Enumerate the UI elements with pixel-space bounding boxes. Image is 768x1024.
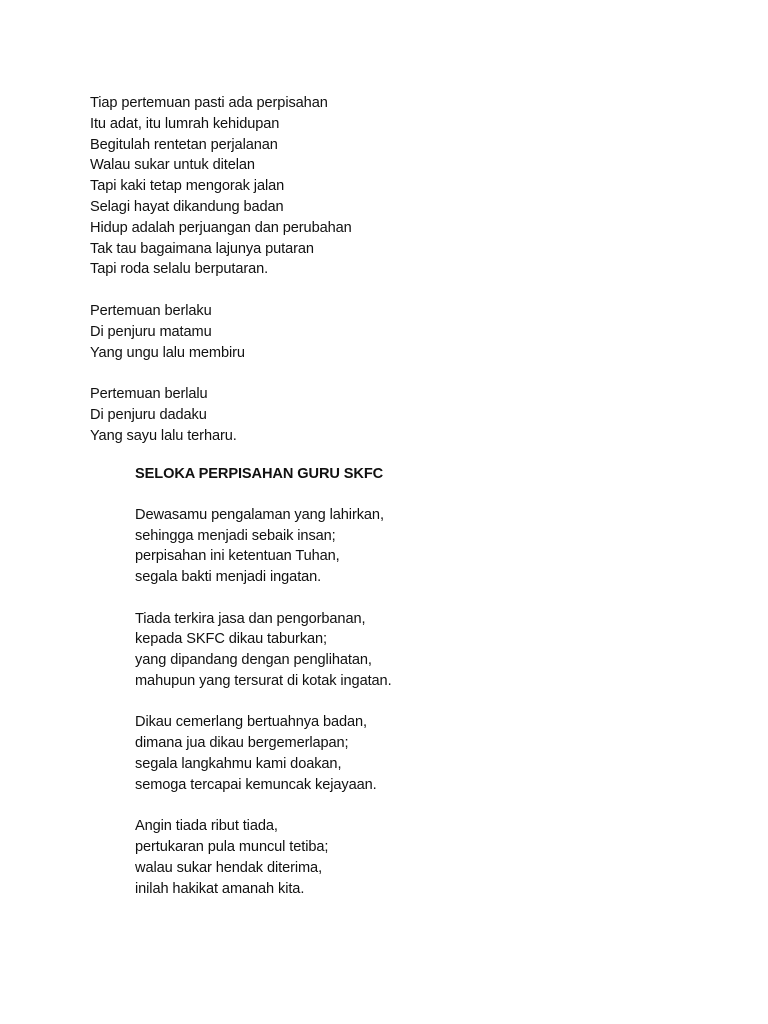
poem-line: Tapi kaki tetap mengorak jalan — [90, 178, 285, 195]
seloka-line: pertukaran pula muncul tetiba; — [135, 838, 329, 855]
poem-line: Walau sukar untuk ditelan — [90, 157, 255, 174]
seloka — [135, 464, 695, 920]
seloka-stanza — [135, 712, 695, 795]
poem-stanza — [90, 301, 690, 363]
poem-line: Yang sayu lalu terharu. — [90, 427, 237, 444]
poem — [90, 93, 690, 467]
poem-line: Begitulah rentetan perjalanan — [90, 136, 278, 153]
seloka-line: Tiada terkira jasa dan pengorbanan, — [135, 610, 366, 627]
seloka-stanza — [135, 816, 695, 899]
poem-line: Hidup adalah perjuangan dan perubahan — [90, 219, 352, 236]
seloka-line: Dikau cemerlang bertuahnya badan, — [135, 714, 367, 731]
poem-line: Yang ungu lalu membiru — [90, 344, 245, 361]
seloka-line: Dewasamu pengalaman yang lahirkan, — [135, 506, 384, 523]
seloka-line: segala bakti menjadi ingatan. — [135, 569, 322, 586]
poem-line: Itu adat, itu lumrah kehidupan — [90, 115, 280, 132]
seloka-line: walau sukar hendak diterima, — [135, 859, 323, 876]
poem-line: Pertemuan berlaku — [90, 302, 212, 319]
seloka-line: segala langkahmu kami doakan, — [135, 755, 342, 772]
seloka-line: Angin tiada ribut tiada, — [135, 818, 278, 835]
seloka-line: yang dipandang dengan penglihatan, — [135, 652, 372, 669]
poem-line: Selagi hayat dikandung badan — [90, 198, 284, 215]
poem-line: Tiap pertemuan pasti ada perpisahan — [90, 95, 328, 111]
poem-line: Pertemuan berlalu — [90, 386, 208, 403]
seloka-stanza — [135, 609, 695, 692]
poem-stanza — [90, 93, 690, 280]
seloka-line: sehingga menjadi sebaik insan; — [135, 527, 336, 544]
seloka-line: dimana jua dikau bergemerlapan; — [135, 735, 349, 752]
seloka-line: perpisahan ini ketentuan Tuhan, — [135, 548, 340, 565]
seloka-title: SELOKA PERPISAHAN GURU SKFC — [135, 466, 384, 482]
poem-stanza — [90, 384, 690, 446]
poem-line: Di penjuru matamu — [90, 323, 212, 340]
seloka-stanza — [135, 505, 695, 588]
poem-line: Tapi roda selalu berputaran. — [90, 261, 269, 278]
seloka-line: inilah hakikat amanah kita. — [135, 880, 305, 897]
poem-line: Di penjuru dadaku — [90, 406, 207, 423]
seloka-line: kepada SKFC dikau taburkan; — [135, 631, 327, 648]
poem-line: Tak tau bagaimana lajunya putaran — [90, 240, 314, 257]
seloka-line: semoga tercapai kemuncak kejayaan. — [135, 776, 377, 793]
seloka-line: mahupun yang tersurat di kotak ingatan. — [135, 672, 392, 689]
